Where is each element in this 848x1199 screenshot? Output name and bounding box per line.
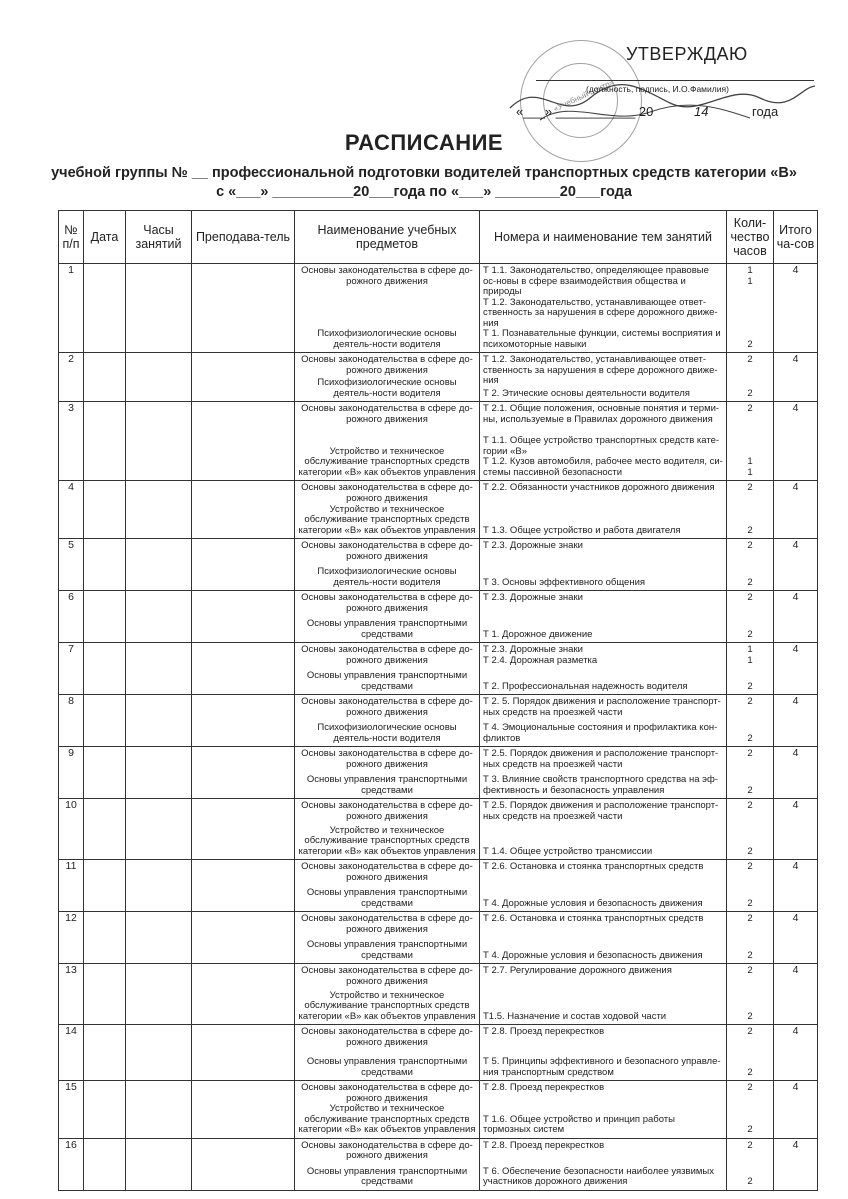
total-cell: 4 xyxy=(774,860,818,912)
table-row xyxy=(59,591,818,643)
table-row xyxy=(59,481,818,539)
total-cell: 4 xyxy=(774,353,818,402)
date-cell xyxy=(84,481,126,539)
date-cell xyxy=(84,964,126,1025)
subtitle-line-1: учебной группы № __ профессиональной подготовки водителей транспортных средств категории «В» xyxy=(51,165,797,181)
subject-b: Устройство и техническое обслуживание транспортных средств категории «В» как объектов управления xyxy=(298,445,476,478)
topic-a: Т 2.6. Остановка и стоянка транспортных средств xyxy=(483,913,704,924)
subject-a: Основы законодательства в сфере до-рожного движения xyxy=(301,482,473,504)
subject-a: Основы законодательства в сфере до-рожного движения xyxy=(301,1082,473,1104)
subject-cell xyxy=(295,964,480,1025)
subject-b: Психофизиологические основы деятель-ности водителя xyxy=(317,566,457,588)
schedule-table xyxy=(58,210,818,1191)
topic-cell xyxy=(480,1025,727,1081)
subject-cell xyxy=(295,1138,480,1190)
subject-b: Основы управления транспортными средствами xyxy=(306,618,468,640)
header-hours: Часы занятий xyxy=(126,211,192,264)
count-a: 2 xyxy=(747,748,753,759)
count-a: 2 xyxy=(747,354,753,365)
count-a: 2 xyxy=(747,403,753,414)
teacher-cell xyxy=(192,860,295,912)
hours-cell xyxy=(126,1025,192,1081)
topic-b: Т 1.3. Общее устройство и работа двигателя xyxy=(483,524,681,536)
count-b: 2 xyxy=(747,387,753,399)
topic-b: Т 1.6. Общее устройство и принцип работы тормозных систем xyxy=(483,1113,675,1135)
topic-cell xyxy=(480,912,727,964)
count-a: 1 xyxy=(747,265,753,276)
count-b: 2 xyxy=(747,576,753,588)
table-row xyxy=(59,539,818,591)
header-teacher: Преподава-тель xyxy=(192,211,295,264)
teacher-cell xyxy=(192,747,295,799)
topic-a: Т 2.7. Регулирование дорожного движения xyxy=(483,965,672,976)
teacher-cell xyxy=(192,1025,295,1081)
count-cell xyxy=(727,912,774,964)
header-total: Итого ча-сов xyxy=(774,211,818,264)
hours-cell xyxy=(126,860,192,912)
teacher-cell xyxy=(192,799,295,860)
topic-cell xyxy=(480,799,727,860)
subject-b: Устройство и техническое обслуживание транспортных средств категории «В» как объектов управления xyxy=(298,824,476,857)
count-b: 2 xyxy=(747,897,753,909)
count-cell xyxy=(727,1081,774,1139)
date-cell xyxy=(84,402,126,481)
teacher-cell xyxy=(192,1081,295,1139)
header-subject: Наименование учебных предметов xyxy=(295,211,480,264)
date-cell xyxy=(84,591,126,643)
table-row xyxy=(59,1025,818,1081)
subtitle-line-2: с «___» __________20___года по «___» ________20___года xyxy=(216,184,632,200)
row-number: 8 xyxy=(59,695,84,747)
count-a: 2 xyxy=(747,965,753,976)
subject-b: Психофизиологические основы деятель-ности водителя xyxy=(317,328,457,350)
subject-b: Устройство и техническое обслуживание транспортных средств категории «В» как объектов управления xyxy=(298,1103,476,1135)
hours-cell xyxy=(126,912,192,964)
topic-cell xyxy=(480,591,727,643)
subject-b: Устройство и техническое обслуживание транспортных средств категории «В» как объектов управления xyxy=(298,503,476,536)
topic-a: Т 2.1. Общие положения, основные понятия и терми-ны, используемые в Правилах дорожного движения xyxy=(483,403,720,425)
row-number: 15 xyxy=(59,1081,84,1139)
count-cell xyxy=(727,643,774,695)
topic-a: Т 2.8. Проезд перекрестков xyxy=(483,1026,605,1037)
date-cell xyxy=(84,1081,126,1139)
total-cell: 4 xyxy=(774,1138,818,1190)
row-number: 7 xyxy=(59,643,84,695)
subject-cell xyxy=(295,1081,480,1139)
table-row xyxy=(59,402,818,481)
row-number: 3 xyxy=(59,402,84,481)
count-b: 2 xyxy=(747,1066,753,1078)
topic-b: Т 4. Дорожные условия и безопасность движения xyxy=(483,897,703,909)
topic-cell xyxy=(480,964,727,1025)
date-cell xyxy=(84,695,126,747)
count-b: 2 xyxy=(747,1010,753,1022)
date-cell xyxy=(84,860,126,912)
topic-cell xyxy=(480,353,727,402)
topic-a: Т 2.2. Обязанности участников дорожного движения xyxy=(483,482,715,493)
hours-cell xyxy=(126,539,192,591)
approval-word: УТВЕРЖДАЮ xyxy=(626,44,748,64)
topic-a: Т 2.3. Дорожные знаки xyxy=(483,592,583,603)
count-b: 2 xyxy=(747,732,753,744)
count-a: 2 xyxy=(747,696,753,707)
count-b: 2 xyxy=(747,1176,753,1187)
subject-cell xyxy=(295,912,480,964)
hours-cell xyxy=(126,964,192,1025)
count-b: 2 xyxy=(747,524,753,536)
count-cell xyxy=(727,799,774,860)
subject-a: Основы законодательства в сфере до-рожного движения xyxy=(301,644,473,666)
stamp-text: «Учебный центр» xyxy=(552,77,616,114)
topic-cell xyxy=(480,402,727,481)
count-a: 2 xyxy=(747,861,753,872)
table-row xyxy=(59,1081,818,1139)
position-line xyxy=(536,80,814,81)
topic-b: Т 2. Этические основы деятельности водителя xyxy=(483,387,690,399)
topic-a: Т 2.3. Дорожные знаки xyxy=(483,540,583,551)
row-number: 16 xyxy=(59,1138,84,1190)
total-cell: 4 xyxy=(774,1025,818,1081)
subject-a: Основы законодательства в сфере до-рожного движения xyxy=(301,265,473,287)
count-cell xyxy=(727,1138,774,1190)
row-number: 13 xyxy=(59,964,84,1025)
topic-b: Т 3. Влияние свойств транспортного средства на эф-фективность и безопасность управления xyxy=(483,774,718,796)
row-number: 4 xyxy=(59,481,84,539)
count-a: 2 xyxy=(747,1026,753,1037)
total-cell: 4 xyxy=(774,402,818,481)
total-cell: 4 xyxy=(774,747,818,799)
subject-cell xyxy=(295,860,480,912)
date-cell xyxy=(84,539,126,591)
header-topic: Номера и наименование тем занятий xyxy=(480,211,727,264)
subject-cell xyxy=(295,695,480,747)
subject-cell xyxy=(295,402,480,481)
topic-cell xyxy=(480,539,727,591)
row-number: 12 xyxy=(59,912,84,964)
topic-b: Т 4. Дорожные условия и безопасность движения xyxy=(483,949,703,961)
count-b: 1 xyxy=(747,456,753,467)
date-cell xyxy=(84,1138,126,1190)
header-date: Дата xyxy=(84,211,126,264)
subject-a: Основы законодательства в сфере до-рожного движения xyxy=(301,592,473,614)
hours-cell xyxy=(126,591,192,643)
topic-cell xyxy=(480,860,727,912)
topic-a: Т 2.3. Дорожные знаки xyxy=(483,644,583,655)
subject-cell xyxy=(295,264,480,353)
hours-cell xyxy=(126,1081,192,1139)
count-b: 2 xyxy=(747,338,753,350)
table-row xyxy=(59,643,818,695)
date-cell xyxy=(84,747,126,799)
topic-b: Т1.5. Назначение и состав ходовой части xyxy=(483,1010,667,1022)
date-cell xyxy=(84,799,126,860)
count-cell xyxy=(727,860,774,912)
subject-b: Основы управления транспортными средствами xyxy=(306,1056,468,1078)
hours-cell xyxy=(126,353,192,402)
topic-b: Т 2. Профессиональная надежность водителя xyxy=(483,680,688,692)
teacher-cell xyxy=(192,264,295,353)
topic-a: Т 2.5. Порядок движения и расположение транспорт-ных средств на проезжей части xyxy=(483,748,719,770)
total-cell: 4 xyxy=(774,539,818,591)
date-cell xyxy=(84,353,126,402)
subject-b: Основы управления транспортными средствами xyxy=(306,939,468,961)
row-number: 11 xyxy=(59,860,84,912)
approval-year-word: года xyxy=(752,104,779,119)
count-cell xyxy=(727,964,774,1025)
subject-b: Психофизиологические основы деятель-ности водителя xyxy=(317,377,457,399)
count-a2: 1 xyxy=(747,275,753,287)
subject-b: Основы управления транспортными средствами xyxy=(306,670,468,692)
topic-b: Т 1. Дорожное движение xyxy=(483,628,593,640)
count-b: 2 xyxy=(747,845,753,857)
topic-cell xyxy=(480,1138,727,1190)
count-cell xyxy=(727,402,774,481)
table-row xyxy=(59,799,818,860)
subject-cell xyxy=(295,539,480,591)
topic-a: Т 2.8. Проезд перекрестков xyxy=(483,1082,605,1093)
topic-b: Т 4. Эмоциональные состояния и профилактика кон-фликтов xyxy=(483,722,718,744)
count-a2: 1 xyxy=(747,654,753,666)
row-number: 5 xyxy=(59,539,84,591)
subject-a: Основы законодательства в сфере до-рожного движения xyxy=(301,748,473,770)
table-row xyxy=(59,860,818,912)
subject-a: Основы законодательства в сфере до-рожного движения xyxy=(301,540,473,562)
subject-cell xyxy=(295,591,480,643)
count-b: 2 xyxy=(747,1124,753,1135)
teacher-cell xyxy=(192,591,295,643)
count-b: 2 xyxy=(747,628,753,640)
approval-block xyxy=(476,44,816,124)
subject-cell xyxy=(295,481,480,539)
subject-b: Устройство и техническое обслуживание транспортных средств категории «В» как объектов управления xyxy=(298,989,476,1022)
table-row xyxy=(59,1138,818,1190)
count-cell xyxy=(727,264,774,353)
hours-cell xyxy=(126,402,192,481)
count-cell xyxy=(727,481,774,539)
total-cell: 4 xyxy=(774,695,818,747)
subject-a: Основы законодательства в сфере до-рожного движения xyxy=(301,696,473,718)
topic-a: Т 1.1. Законодательство, определяющее правовые ос-новы в сфере взаимодействия общества и природы xyxy=(483,265,709,297)
teacher-cell xyxy=(192,964,295,1025)
count-b: 2 xyxy=(747,784,753,796)
table-row xyxy=(59,695,818,747)
count-a: 1 xyxy=(747,644,753,655)
teacher-cell xyxy=(192,643,295,695)
teacher-cell xyxy=(192,353,295,402)
hours-cell xyxy=(126,747,192,799)
subject-a: Основы законодательства в сфере до-рожного движения xyxy=(301,403,473,425)
document-subtitle xyxy=(0,164,848,202)
table-header-row xyxy=(59,211,818,264)
total-cell: 4 xyxy=(774,964,818,1025)
row-number: 2 xyxy=(59,353,84,402)
row-number: 14 xyxy=(59,1025,84,1081)
count-a: 2 xyxy=(747,540,753,551)
topic-b: Т 5. Принципы эффективного и безопасного управле-ния транспортным средством xyxy=(483,1056,721,1078)
subject-b: Основы управления транспортными средствами xyxy=(306,887,468,909)
subject-b: Психофизиологические основы деятель-ности водителя xyxy=(317,722,457,744)
subject-b: Основы управления транспортными средствами xyxy=(306,1165,468,1187)
approval-year-value: 14 xyxy=(694,104,709,119)
topic-cell xyxy=(480,264,727,353)
topic-a: Т 2.5. Порядок движения и расположение транспорт-ных средств на проезжей части xyxy=(483,800,719,822)
topic-a: Т 1.2. Законодательство, устанавливающее ответ-ственность за нарушения в сфере дорожного движе-ния xyxy=(483,354,718,386)
table-row xyxy=(59,264,818,353)
topic-cell xyxy=(480,481,727,539)
row-number: 9 xyxy=(59,747,84,799)
subject-a: Основы законодательства в сфере до-рожного движения xyxy=(301,800,473,822)
teacher-cell xyxy=(192,539,295,591)
subject-cell xyxy=(295,747,480,799)
subject-b: Основы управления транспортными средствами xyxy=(306,774,468,796)
hours-cell xyxy=(126,643,192,695)
subject-a: Основы законодательства в сфере до-рожного движения xyxy=(301,354,473,376)
topic-cell xyxy=(480,643,727,695)
count-cell xyxy=(727,1025,774,1081)
count-a: 2 xyxy=(747,913,753,924)
count-a: 2 xyxy=(747,1139,753,1151)
count-cell xyxy=(727,591,774,643)
count-a: 2 xyxy=(747,800,753,811)
approval-hint: (должность, подпись, И.О.Фамилия) xyxy=(586,84,729,94)
subject-a: Основы законодательства в сфере до-рожного движения xyxy=(301,1026,473,1048)
teacher-cell xyxy=(192,912,295,964)
subject-cell xyxy=(295,643,480,695)
total-cell: 4 xyxy=(774,912,818,964)
topic-b: Т 1. Познавательные функции, системы восприятия и психомоторные навыки xyxy=(483,328,721,350)
approval-date-prefix: «___» ___________ 20 xyxy=(516,104,654,119)
teacher-cell xyxy=(192,695,295,747)
table-row xyxy=(59,964,818,1025)
table-row xyxy=(59,747,818,799)
teacher-cell xyxy=(192,1138,295,1190)
teacher-cell xyxy=(192,402,295,481)
count-b: 2 xyxy=(747,949,753,961)
date-cell xyxy=(84,643,126,695)
total-cell: 4 xyxy=(774,591,818,643)
topic-cell xyxy=(480,1081,727,1139)
count-a: 2 xyxy=(747,1082,753,1093)
count-b2: 1 xyxy=(747,466,753,478)
subject-a: Основы законодательства в сфере до-рожного движения xyxy=(301,913,473,935)
hours-cell xyxy=(126,799,192,860)
topic-b: Т 6. Обеспечение безопасности наиболее уязвимых участников дорожного движения xyxy=(483,1165,714,1187)
date-cell xyxy=(84,912,126,964)
row-number: 10 xyxy=(59,799,84,860)
hours-cell xyxy=(126,481,192,539)
topic-a: Т 2.8. Проезд перекрестков xyxy=(483,1139,605,1151)
subject-cell xyxy=(295,353,480,402)
topic-cell xyxy=(480,747,727,799)
total-cell: 4 xyxy=(774,264,818,353)
hours-cell xyxy=(126,1138,192,1190)
topic-cell xyxy=(480,695,727,747)
total-cell: 4 xyxy=(774,1081,818,1139)
total-cell: 4 xyxy=(774,481,818,539)
row-number: 6 xyxy=(59,591,84,643)
topic-a2: Т 1.2. Законодательство, устанавливающее ответ-ственность за нарушения в сфере дорожного движе-ния xyxy=(483,296,718,329)
topic-b: Т 3. Основы эффективного общения xyxy=(483,576,646,588)
row-number: 1 xyxy=(59,264,84,353)
date-cell xyxy=(84,264,126,353)
topic-a2: Т 2.4. Дорожная разметка xyxy=(483,654,598,666)
total-cell: 4 xyxy=(774,643,818,695)
document-title: РАСПИСАНИЕ xyxy=(344,130,504,155)
table-row xyxy=(59,912,818,964)
header-num: № п/п xyxy=(59,211,84,264)
subject-a: Основы законодательства в сфере до-рожного движения xyxy=(301,861,473,883)
subject-a: Основы законодательства в сфере до-рожного движения xyxy=(301,1139,473,1161)
table-row xyxy=(59,353,818,402)
topic-b2: Т 1.2. Кузов автомобиля, рабочее место водителя, си-стемы пассивной безопасности xyxy=(483,456,723,478)
hours-cell xyxy=(126,695,192,747)
count-a: 2 xyxy=(747,482,753,493)
count-cell xyxy=(727,353,774,402)
teacher-cell xyxy=(192,481,295,539)
topic-a: Т 2.6. Остановка и стоянка транспортных средств xyxy=(483,861,704,872)
hours-cell xyxy=(126,264,192,353)
count-a: 2 xyxy=(747,592,753,603)
header-count: Коли-чество часов xyxy=(727,211,774,264)
topic-b: Т 1.4. Общее устройство трансмиссии xyxy=(483,845,653,857)
count-cell xyxy=(727,747,774,799)
topic-b: Т 1.1. Общее устройство транспортных средств кате-гории «В» xyxy=(483,435,720,457)
subject-cell xyxy=(295,799,480,860)
count-b: 2 xyxy=(747,680,753,692)
subject-cell xyxy=(295,1025,480,1081)
topic-a: Т 2. 5. Порядок движения и расположение транспорт-ных средств на проезжей части xyxy=(483,696,721,718)
subject-a: Основы законодательства в сфере до-рожного движения xyxy=(301,965,473,987)
count-cell xyxy=(727,539,774,591)
count-cell xyxy=(727,695,774,747)
date-cell xyxy=(84,1025,126,1081)
total-cell: 4 xyxy=(774,799,818,860)
